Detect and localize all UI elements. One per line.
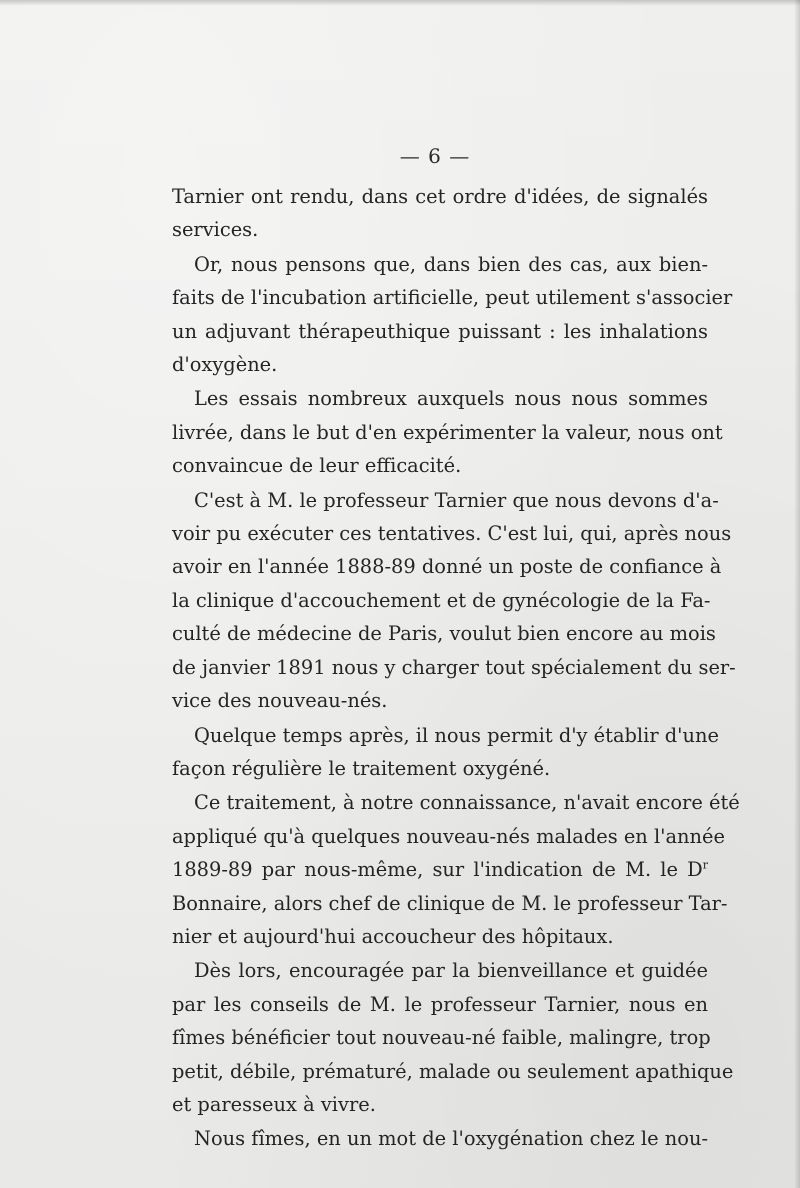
text-line: Tarnier ont rendu, dans cet ordre d'idées, de signalés: [172, 185, 708, 208]
text-line: la clinique d'accouchement et de gynécologie de la Fa-: [172, 588, 711, 612]
text-line: d'oxygène.: [172, 353, 278, 377]
text-line: livrée, dans le but d'en expérimenter la valeur, nous ont: [172, 420, 723, 444]
paragraph: [172, 719, 719, 786]
paragraph: [172, 382, 723, 482]
text-line: fîmes bénéficier tout nouveau-né faible, malingre, trop: [172, 1026, 711, 1050]
text-line: services.: [172, 218, 259, 242]
paragraph: [172, 954, 734, 1121]
text-line: Nous fîmes, en un mot de l'oxygénation chez le nou-: [194, 1127, 708, 1151]
text-line: avoir en l'année 1888-89 donné un poste de confiance à: [172, 555, 722, 579]
text-line: Les essais nombreux auxquels nous nous sommes: [194, 387, 708, 411]
paragraph: [172, 248, 733, 382]
superscript: r: [702, 858, 708, 872]
text-line-main: 1889-89 par nous-même, sur l'indication de M. le D: [172, 858, 703, 882]
text-line: [172, 853, 708, 886]
text-line: Quelque temps après, il nous permit d'y établir d'une: [194, 723, 719, 747]
page-number: — 6 —: [399, 144, 471, 168]
text-line: Or, nous pensons que, dans bien des cas, aux bien-: [194, 252, 708, 276]
text-line: et paresseux à vivre.: [172, 1092, 376, 1116]
paragraph: [172, 1122, 708, 1155]
text-line: Dès lors, encouragée par la bienveillance et guidée: [194, 959, 708, 983]
page-edge-right: [794, 0, 800, 1188]
text-line: Ce traitement, à notre connaissance, n'avait encore été: [194, 791, 740, 815]
paragraph: [172, 180, 708, 247]
text-line: faits de l'incubation artificielle, peut utilement s'associer: [172, 286, 733, 310]
text-line: C'est à M. le professeur Tarnier que nous devons d'a-: [194, 488, 719, 512]
text-line: voir pu exécuter ces tentatives. C'est lui, qui, après nous: [172, 522, 732, 546]
text-line: vice des nouveau-nés.: [172, 689, 388, 713]
text-line: façon régulière le traitement oxygéné.: [172, 756, 551, 780]
text-line: culté de médecine de Paris, voulut bien encore au mois: [172, 622, 716, 646]
text-line: Bonnaire, alors chef de clinique de M. le professeur Tar-: [172, 891, 728, 915]
text-line: petit, débile, prématuré, malade ou seulement apathique: [172, 1059, 734, 1083]
paragraph: [172, 786, 740, 953]
page-edge-top: [0, 0, 800, 6]
text-line: nier et aujourd'hui accoucheur des hôpitaux.: [172, 924, 614, 948]
text-line: appliqué qu'à quelques nouveau-nés malades en l'année: [172, 824, 725, 848]
text-line: un adjuvant thérapeuthique puissant : les inhalations: [172, 319, 708, 343]
text-line: par les conseils de M. le professeur Tarnier, nous en: [172, 992, 708, 1016]
text-line: convaincue de leur efficacité.: [172, 454, 462, 478]
text-line: de janvier 1891 nous y charger tout spécialement du ser-: [172, 655, 736, 679]
body-text: [172, 180, 740, 1157]
paragraph: [172, 484, 736, 718]
